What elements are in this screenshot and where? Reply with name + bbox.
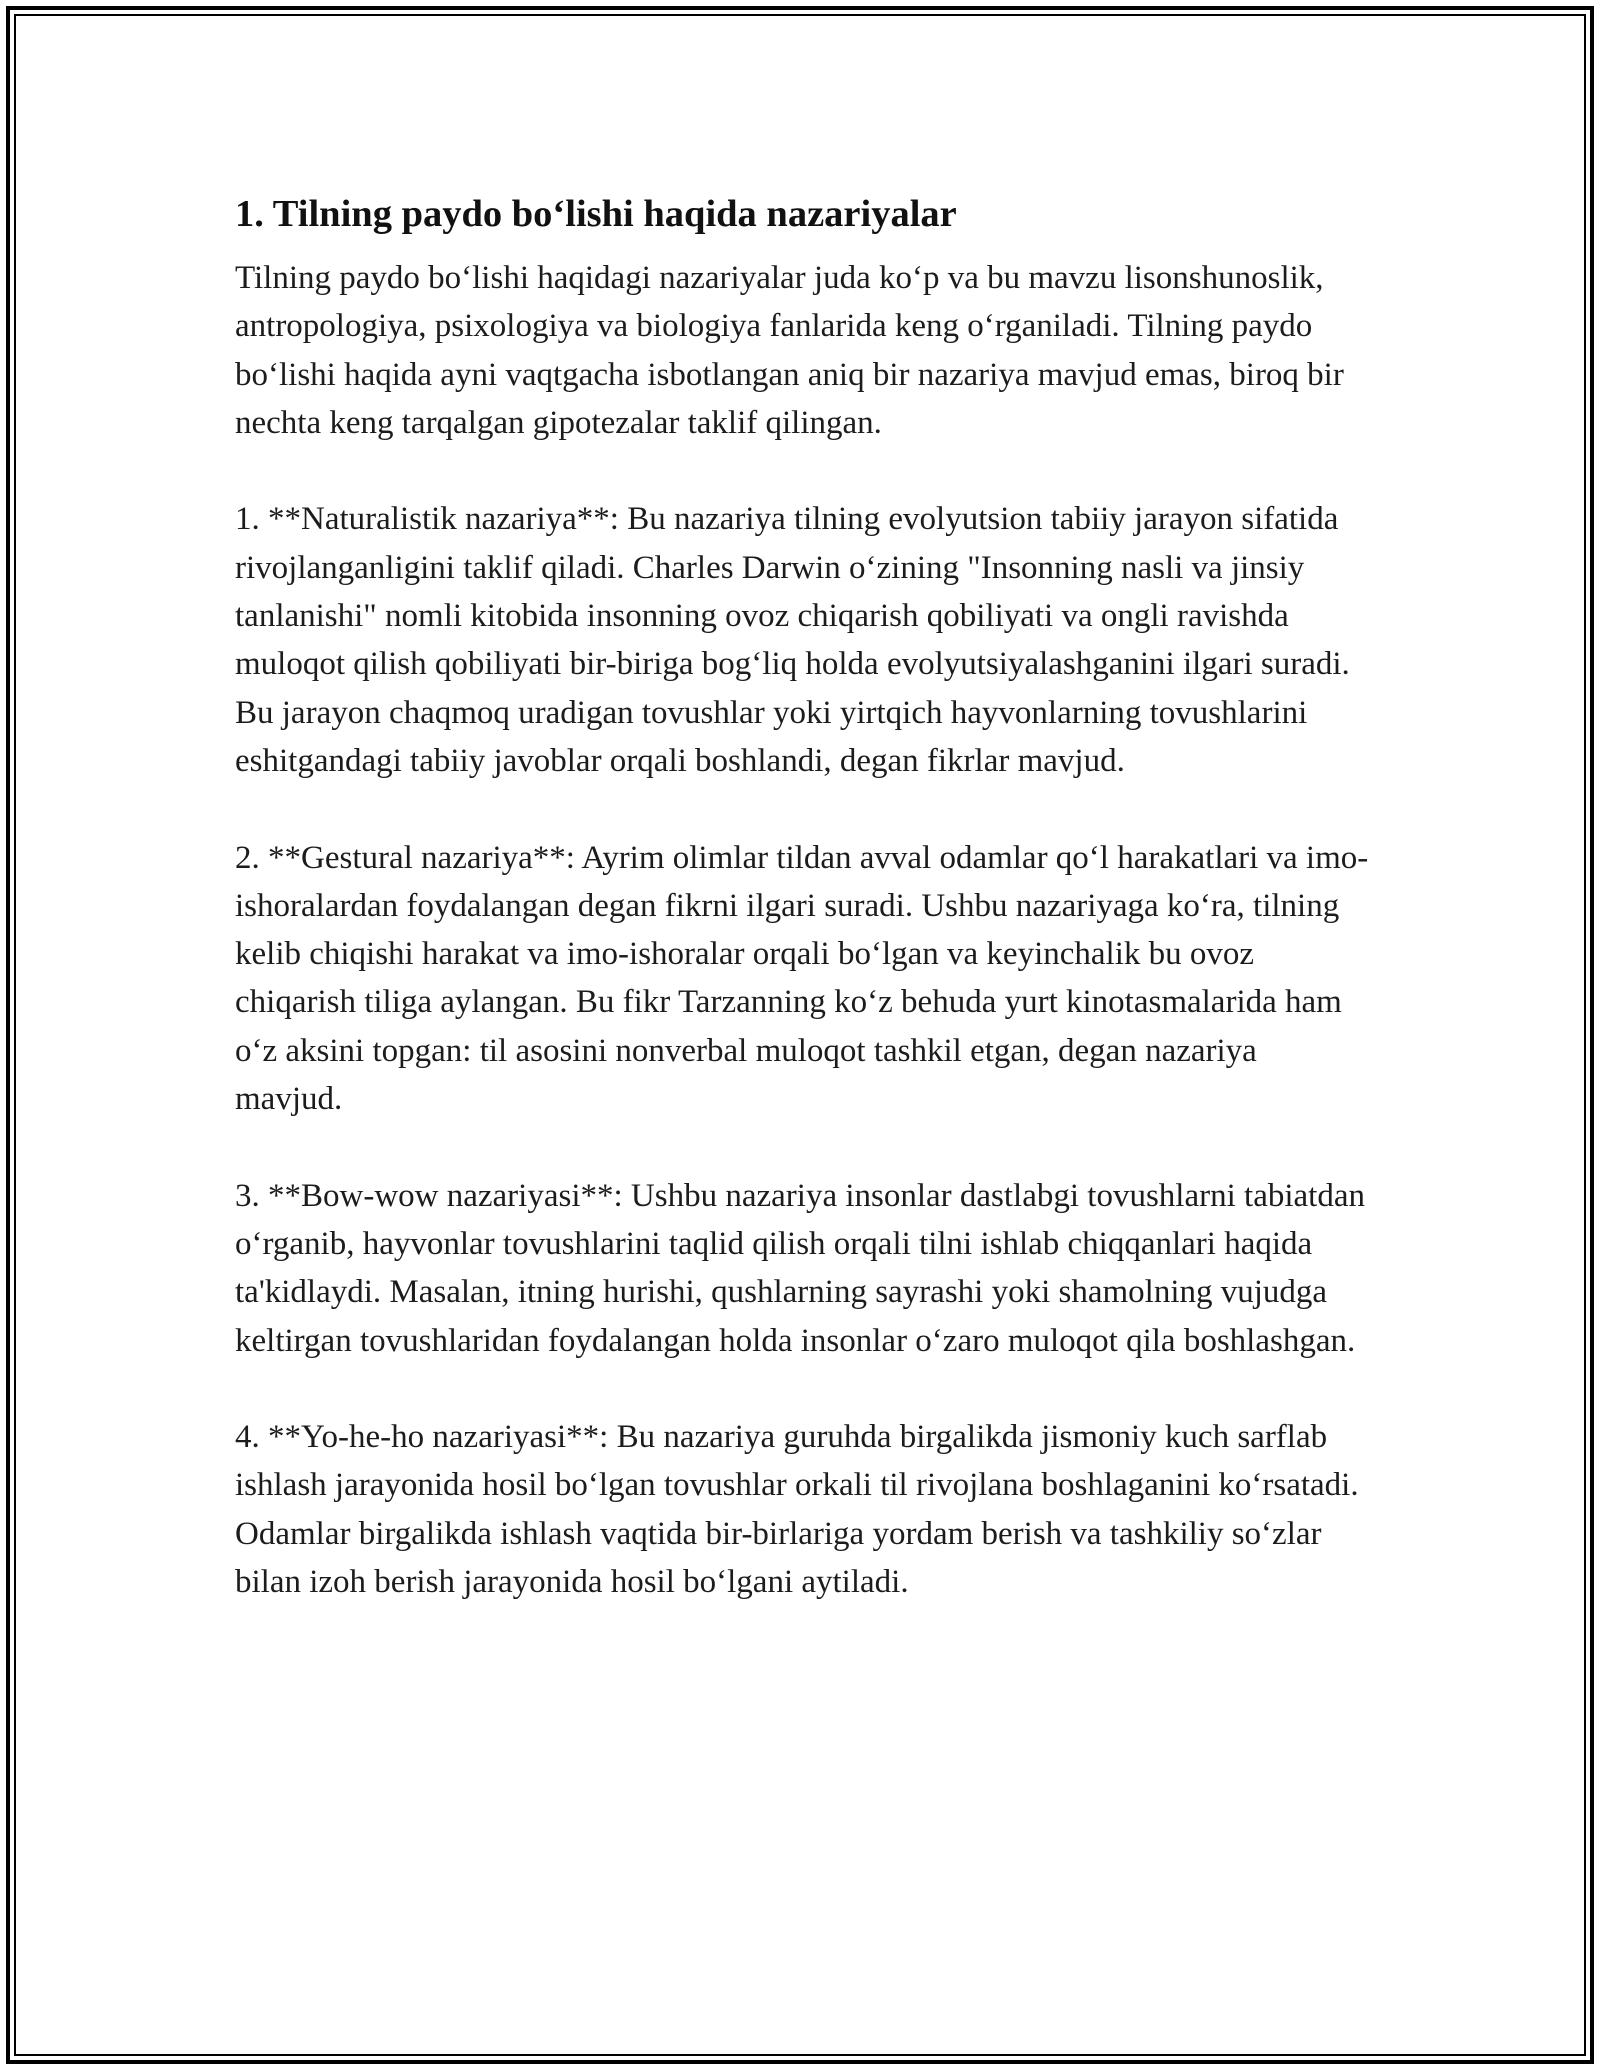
paragraph-bow-wow-theory: 3. **Bow-wow nazariyasi**: Ushbu nazariya insonlar dastlabgi tovushlarni tabiatdan o‘rganib, hayvonlar tovushlarini taqlid qilish orqali tilni ishlab chiqqanlari haqida ta'kidlaydi. Masalan, itning hurishi, qushlarning sayrashi yoki shamolning vujudga keltirgan tovushlaridan foydalangan holda insonlar o‘zaro muloqot qila boshlashgan. xyxy=(235,1177,1365,1359)
paragraph-naturalistic-theory: 1. **Naturalistik nazariya**: Bu nazariya tilning evolyutsion tabiiy jarayon sifatida rivojlanganligini taklif qiladi. Charles Darwin o‘zining "Insonning nasli va jinsiy tanlanishi" nomli kitobida insonning ovoz chiqarish qobiliyati va ongli ravishda muloqot qilish qobiliyati bir-biriga bog‘liq holda evolyutsiyalashganini ilgari suradi. Bu jarayon chaqmoq uradigan tovushlar yoki yirtqich hayvonlarning tovushlarini eshitgandagi tabiiy javoblar orqali boshlandi, degan fikrlar mavjud. xyxy=(235,501,1350,779)
document-title: 1. Tilning paydo bo‘lishi haqida nazariyalar xyxy=(235,193,957,235)
paragraph-yo-he-ho-theory: 4. **Yo-he-ho nazariyasi**: Bu nazariya guruhda birgalikda jismoniy kuch sarflab ishlash jarayonida hosil bo‘lgan tovushlar orkali til rivojlana boshlaganini ko‘rsatadi. Odamlar birgalikda ishlash vaqtida bir-birlariga yordam berish va tashkiliy so‘zlar bilan izoh berish jarayonida hosil bo‘lgani aytiladi. xyxy=(235,1419,1359,1601)
document-body xyxy=(235,188,1370,1655)
paragraph-gestural-theory: 2. **Gestural nazariya**: Ayrim olimlar tildan avval odamlar qo‘l harakatlari va imo-ishoralardan foydalangan degan fikrni ilgari suradi. Ushbu nazariyaga ko‘ra, tilning kelib chiqishi harakat va imo-ishoralar orqali bo‘lgan va keyinchalik bu ovoz chiqarish tiliga aylangan. Bu fikr Tarzanning ko‘z behuda yurt kinotasmalarida ham o‘z aksini topgan: til asosini nonverbal muloqot tashkil etgan, degan nazariya mavjud. xyxy=(235,839,1369,1118)
paragraph-intro: Tilning paydo bo‘lishi haqidagi nazariyalar juda ko‘p va bu mavzu lisonshunoslik, antropologiya, psixologiya va biologiya fanlarida keng o‘rganiladi. Tilning paydo bo‘lishi haqida ayni vaqtgacha isbotlangan aniq bir nazariya mavjud emas, biroq bir nechta keng tarqalgan gipotezalar taklif qilingan. xyxy=(235,260,1344,441)
